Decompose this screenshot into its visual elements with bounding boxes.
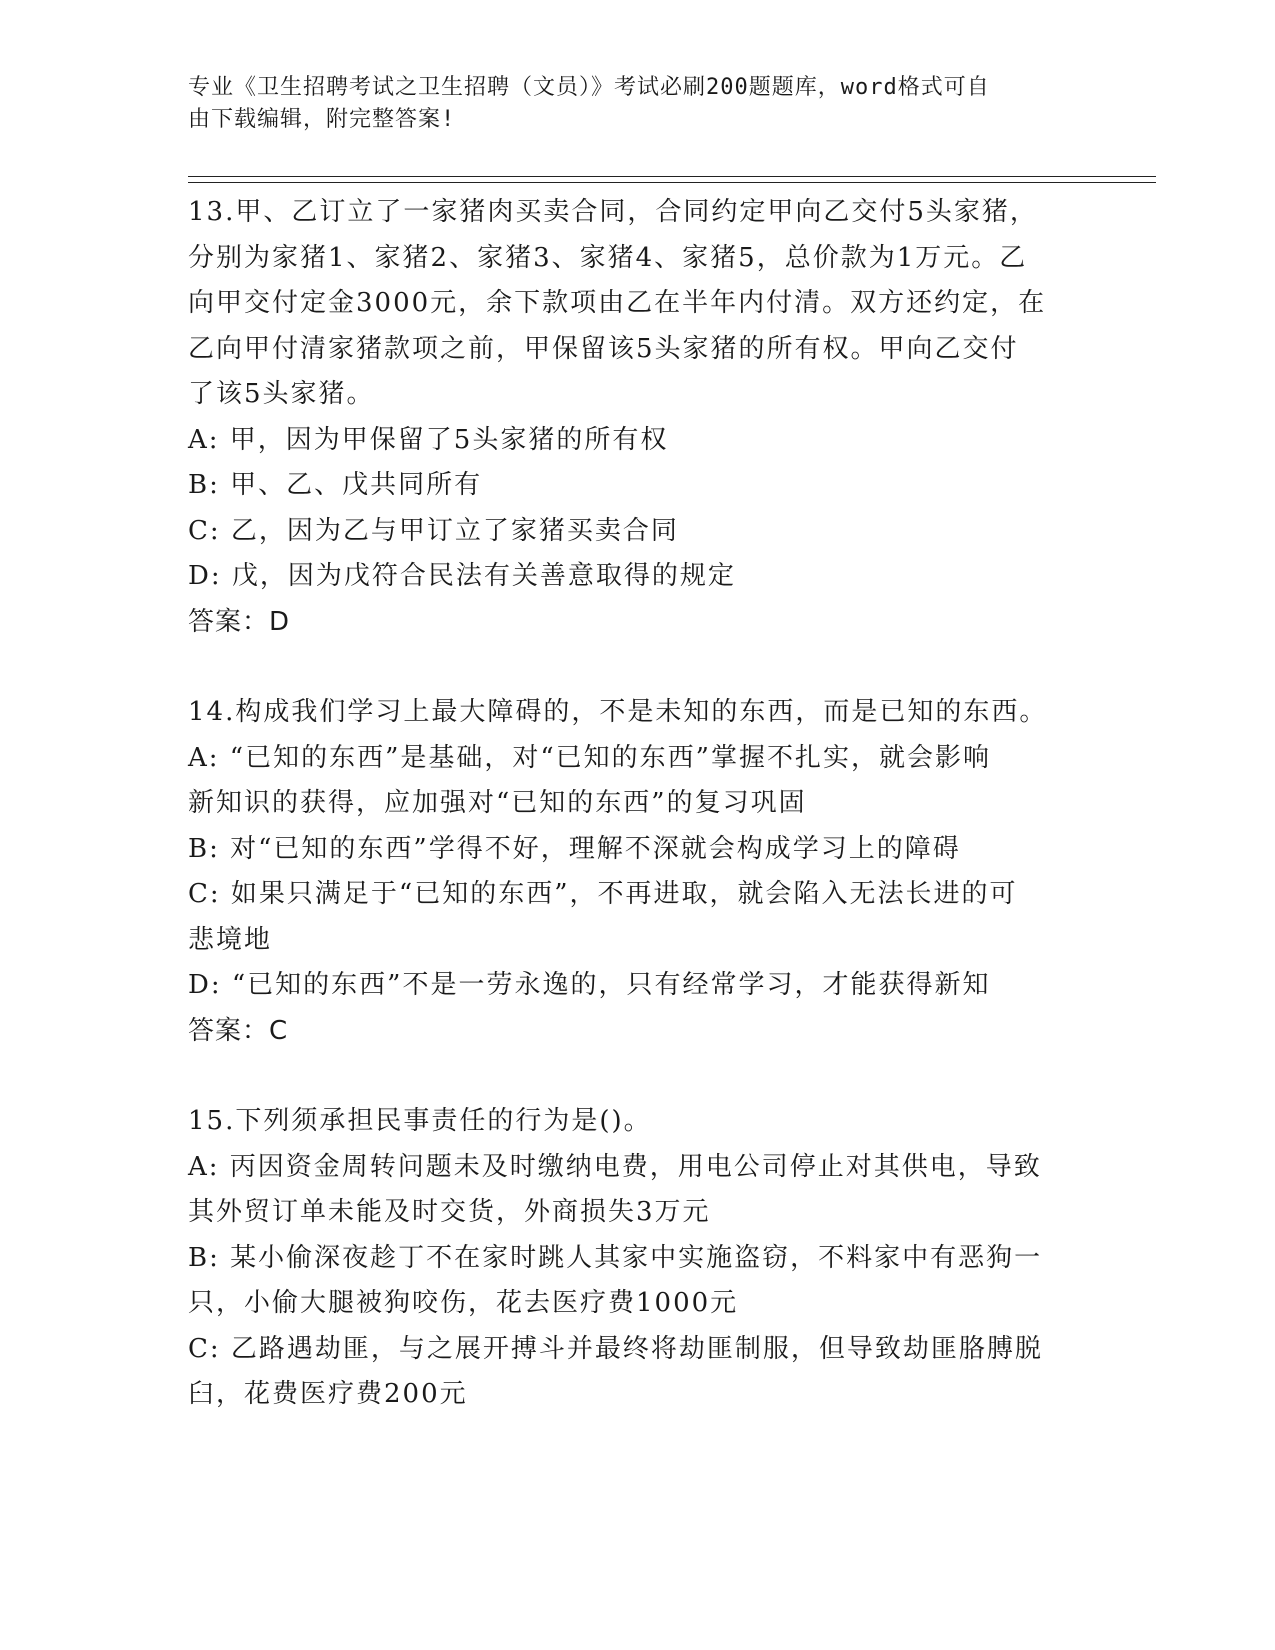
question-stem-line: 乙向甲付清家猪款项之前，甲保留该5头家猪的所有权。甲向乙交付	[188, 333, 1019, 364]
header-line-2: 由下载编辑，附完整答案!	[188, 107, 456, 132]
question-list	[188, 190, 1088, 1418]
answer-option	[188, 1327, 1088, 1418]
question-item	[188, 190, 1088, 645]
answer-option	[188, 418, 1088, 464]
answer-option-line: B: 甲、乙、戊共同所有	[188, 470, 483, 500]
document-header	[188, 72, 1068, 136]
answer-option	[188, 963, 1088, 1009]
answer-option	[188, 736, 1088, 827]
answer-option-line: A: 丙因资金周转问题未及时缴纳电费，用电公司停止对其供电，导致	[188, 1151, 1042, 1182]
answer-option	[188, 827, 1088, 873]
answer-key: 答案：D	[188, 606, 291, 637]
question-stem-line: 了该5头家猪。	[188, 379, 375, 409]
answer-option-line: C: 如果只满足于“已知的东西”，不再进取，就会陷入无法长进的可	[188, 879, 1018, 909]
question-stem-line: 15.下列须承担民事责任的行为是()。	[188, 1106, 652, 1136]
answer-option	[188, 1145, 1088, 1236]
header-line-1: 专业《卫生招聘考试之卫生招聘（文员）》考试必刷200题题库，word格式可自	[188, 75, 990, 100]
answer-option-line: C: 乙，因为乙与甲订立了家猪买卖合同	[188, 515, 679, 546]
question-stem-line: 14.构成我们学习上最大障碍的，不是未知的东西，而是已知的东西。	[188, 697, 1048, 727]
answer-option-line: B: 某小偷深夜趁丁不在家时跳人其家中实施盗窃，不料家中有恶狗一	[188, 1242, 1043, 1273]
answer-option	[188, 1236, 1088, 1327]
answer-option	[188, 872, 1088, 963]
answer-option-line: A: “已知的东西”是基础，对“已知的东西”掌握不扎实，就会影响	[188, 742, 991, 773]
answer-option	[188, 554, 1088, 600]
answer-option-line: D: 戊，因为戊符合民法有关善意取得的规定	[188, 561, 736, 591]
answer-option-line: 新知识的获得，应加强对“已知的东西”的复习巩固	[188, 788, 807, 818]
answer-option	[188, 509, 1088, 555]
question-item	[188, 1099, 1088, 1418]
header-rule-bottom	[188, 182, 1156, 183]
answer-option-line: B: 对“已知的东西”学得不好，理解不深就会构成学习上的障碍	[188, 833, 961, 864]
question-stem-line: 13.甲、乙订立了一家猪肉买卖合同，合同约定甲向乙交付5头家猪，	[188, 197, 1038, 227]
answer-option-line: 悲境地	[188, 924, 273, 955]
answer-option-line: 臼，花费医疗费200元	[188, 1379, 468, 1409]
answer-option-line: 其外贸订单未能及时交货，外商损失3万元	[188, 1197, 711, 1227]
answer-option-line: A: 甲，因为甲保留了5头家猪的所有权	[188, 424, 669, 455]
answer-key: 答案：C	[188, 1015, 289, 1046]
question-stem-line: 分别为家猪1、家猪2、家猪3、家猪4、家猪5，总价款为1万元。乙	[188, 242, 1028, 273]
answer-option	[188, 463, 1088, 509]
answer-option-line: 只，小偷大腿被狗咬伤，花去医疗费1000元	[188, 1288, 739, 1318]
question-item	[188, 690, 1088, 1054]
question-stem-line: 向甲交付定金3000元，余下款项由乙在半年内付清。双方还约定，在	[188, 288, 1047, 318]
answer-option-line: D: “已知的东西”不是一劳永逸的，只有经常学习，才能获得新知	[188, 970, 991, 1000]
answer-option-line: C: 乙路遇劫匪，与之展开搏斗并最终将劫匪制服，但导致劫匪胳膊脱	[188, 1333, 1043, 1364]
header-rule-top	[188, 176, 1156, 177]
